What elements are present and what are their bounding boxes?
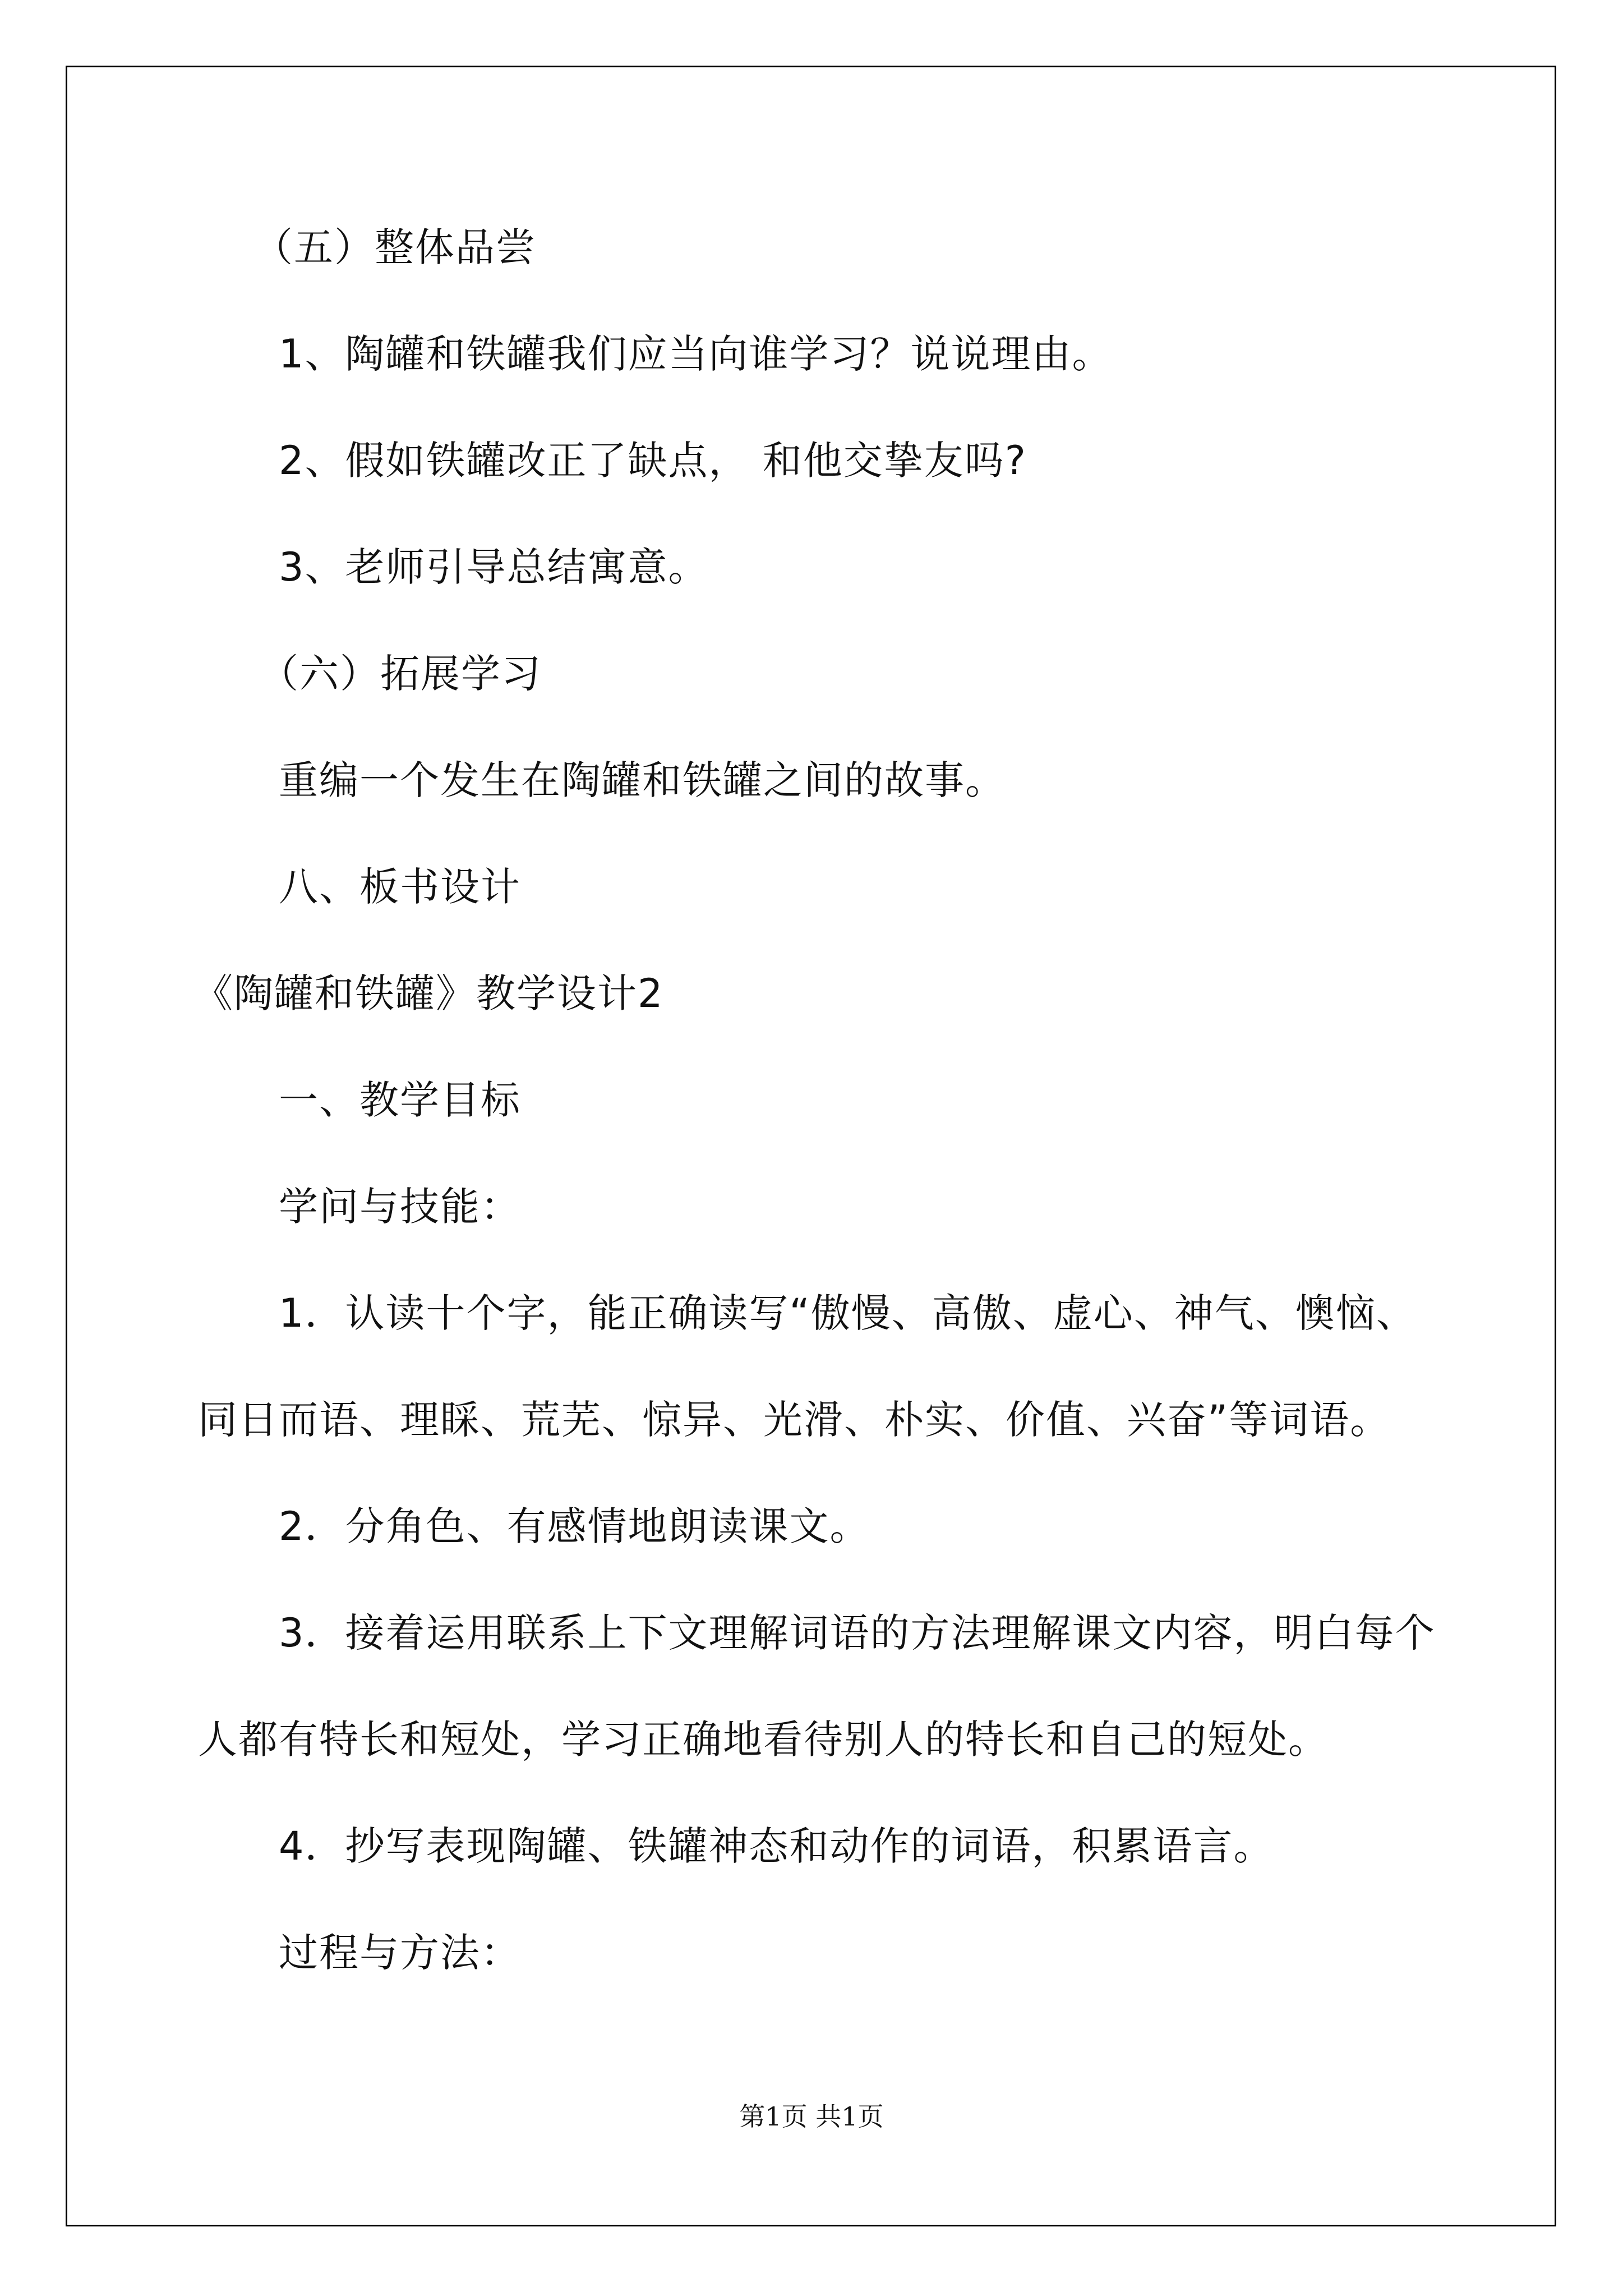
text-line-goal-1b: 同日而语、理睬、荒芜、惊异、光滑、朴实、价值、兴奋”等词语。	[198, 1397, 1391, 1443]
text-line-story-task: 重编一个发生在陶罐和铁罐之间的故事。	[279, 757, 1006, 803]
text-line-item-1: 1、陶罐和铁罐我们应当向谁学习？说说理由。	[279, 331, 1113, 377]
text-line-document-title: 《陶罐和铁罐》教学设计2	[193, 970, 664, 1016]
text-line-item-2: 2、假如铁罐改正了缺点， 和他交挚友吗?	[279, 438, 1027, 484]
text-line-goal-3a: 3．接着运用联系上下文理解词语的方法理解课文内容，明白每个	[279, 1610, 1436, 1656]
text-line-board-design: 八、板书设计	[279, 864, 521, 910]
text-line-goal-4: 4．抄写表现陶罐、铁罐神态和动作的词语，积累语言。	[279, 1823, 1274, 1869]
text-line-teaching-goals: 一、教学目标	[279, 1077, 521, 1123]
text-line-goal-3b: 人都有特长和短处，学习正确地看待别人的特长和自己的短处。	[198, 1717, 1329, 1763]
text-line-section-6-heading: （六）拓展学习	[259, 651, 542, 697]
text-line-item-3: 3、老师引导总结寓意。	[279, 544, 709, 590]
page-footer: 第1页 共1页	[739, 2101, 884, 2132]
text-line-goal-1a: 1．认读十个字，能正确读写“傲慢、高傲、虚心、神气、懊恼、	[279, 1290, 1417, 1336]
page-border	[66, 66, 1556, 2226]
text-line-knowledge-skills: 学问与技能：	[279, 1184, 521, 1230]
text-line-goal-2: 2．分角色、有感情地朗读课文。	[279, 1503, 870, 1549]
text-line-section-5-heading: （五）整体品尝	[253, 224, 536, 270]
text-line-process-methods: 过程与方法：	[279, 1930, 521, 1976]
